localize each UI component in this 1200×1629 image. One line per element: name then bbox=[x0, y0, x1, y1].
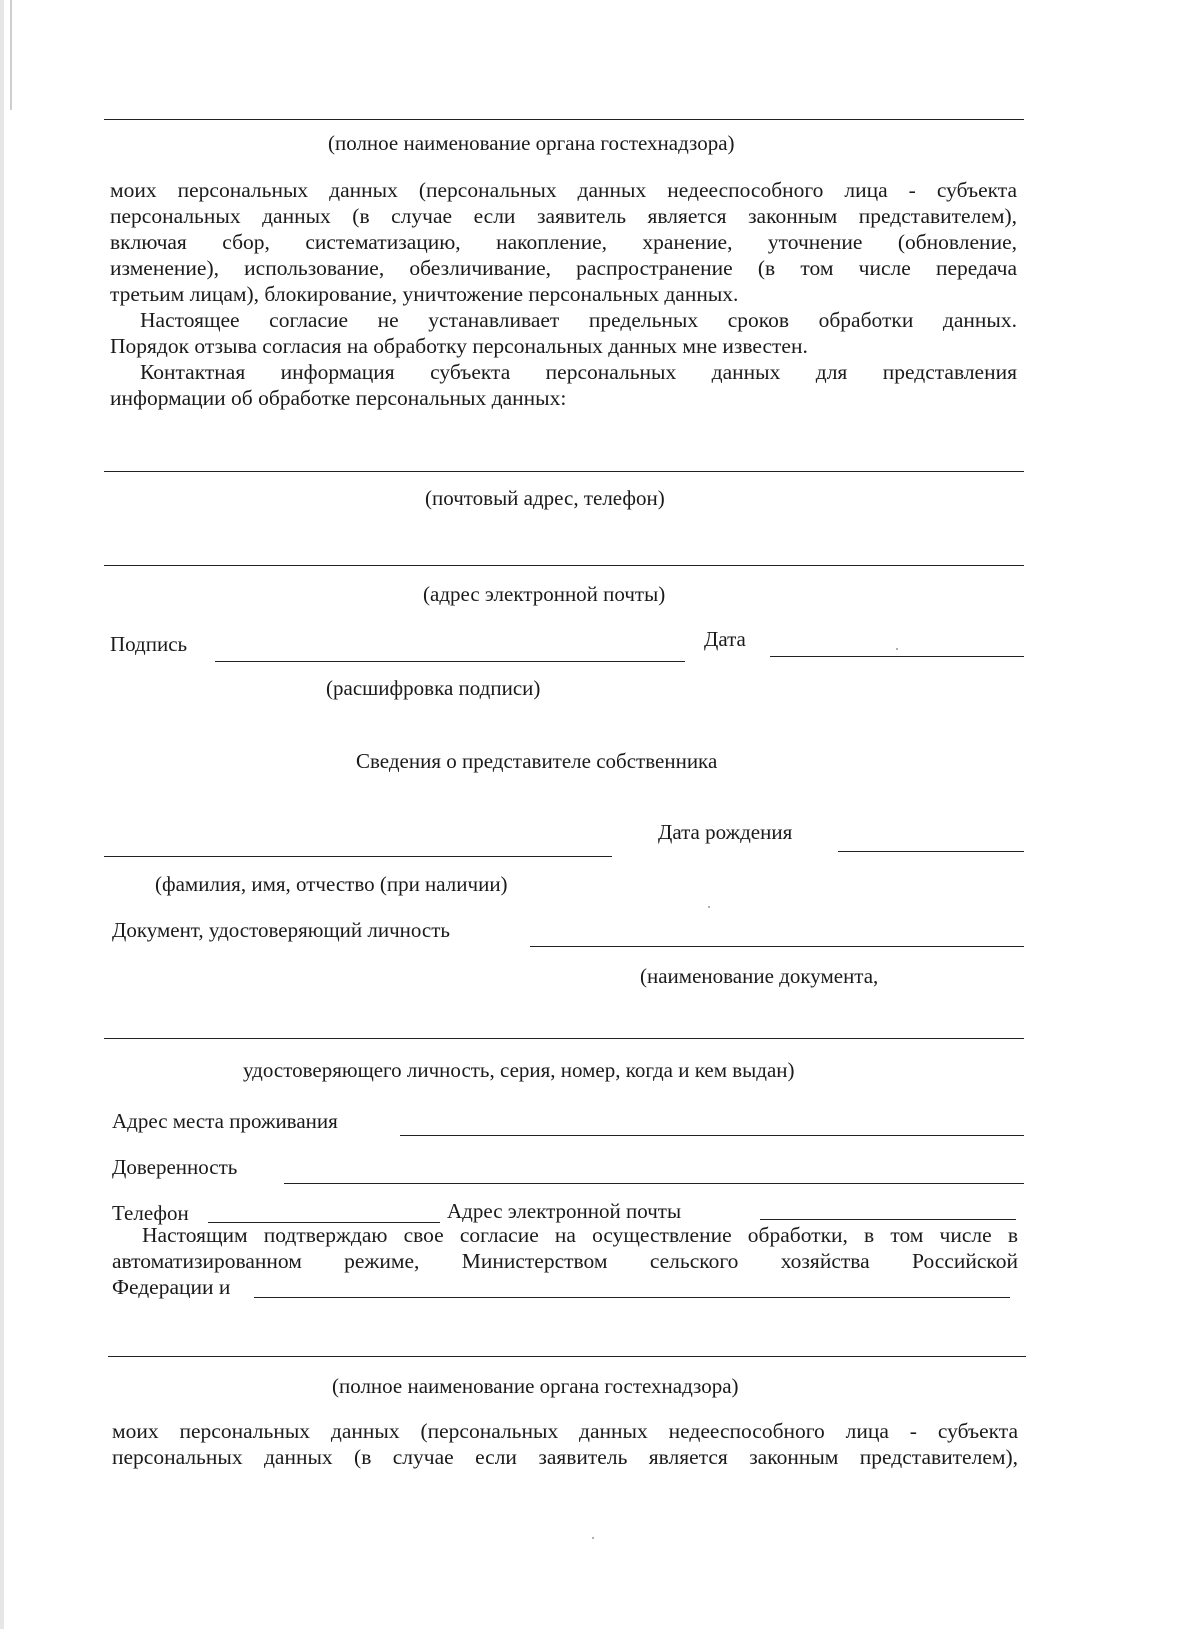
representative-heading: Сведения о представителе собственника bbox=[356, 749, 718, 773]
document-details-line[interactable] bbox=[104, 1038, 1024, 1039]
consent-line: персональных данных (в случае если заявитель является законным представителем), bbox=[110, 204, 1017, 228]
power-of-attorney-line[interactable] bbox=[284, 1183, 1024, 1184]
signature-decoding-caption: (расшифровка подписи) bbox=[326, 676, 541, 700]
term-line: Порядок отзыва согласия на обработку персональных данных мне известен. bbox=[110, 334, 808, 358]
fio-caption: (фамилия, имя, отчество (при наличии) bbox=[155, 872, 508, 896]
consent-line: персональных данных (в случае если заявитель является законным представителем), bbox=[112, 1445, 1018, 1469]
contact-line: информации об обработке персональных данных: bbox=[110, 386, 567, 410]
agreement-line: Федерации и bbox=[112, 1275, 231, 1299]
agreement-line: автоматизированном режиме, Министерством сельского хозяйства Российской bbox=[112, 1249, 1018, 1273]
signature-label: Подпись bbox=[110, 632, 188, 656]
residence-address-line[interactable] bbox=[400, 1135, 1024, 1136]
term-line: Настоящее согласие не устанавливает предельных сроков обработки данных. bbox=[140, 308, 1017, 332]
scan-speck bbox=[592, 1537, 594, 1539]
authority-name-line bbox=[104, 119, 1024, 120]
agreement-line: Настоящим подтверждаю свое согласие на осуществление обработки, в том числе в bbox=[142, 1223, 1018, 1247]
fio-line[interactable] bbox=[104, 856, 612, 857]
postal-address-caption: (почтовый адрес, телефон) bbox=[425, 486, 665, 510]
document-name-caption: (наименование документа, bbox=[640, 964, 879, 988]
consent-line: изменение), использование, обезличивание, распространение (в том числе передача bbox=[110, 256, 1017, 280]
email-label: Адрес электронной почты bbox=[447, 1199, 682, 1223]
email-line[interactable] bbox=[760, 1219, 1016, 1220]
authority-name-line-2[interactable] bbox=[108, 1356, 1026, 1357]
scan-speck bbox=[896, 648, 898, 650]
phone-label: Телефон bbox=[112, 1201, 189, 1225]
consent-line: третьим лицам), блокирование, уничтожение персональных данных. bbox=[110, 282, 739, 306]
signature-line[interactable] bbox=[215, 661, 685, 662]
consent-line: включая сбор, систематизацию, накопление, хранение, уточнение (обновление, bbox=[110, 230, 1017, 254]
date-line[interactable] bbox=[770, 656, 1024, 657]
consent-paragraph-2 bbox=[112, 1418, 1018, 1470]
document-details-caption: удостоверяющего личность, серия, номер, когда и кем выдан) bbox=[243, 1058, 795, 1082]
power-of-attorney-label: Доверенность bbox=[112, 1155, 238, 1179]
email-address-line[interactable] bbox=[104, 565, 1024, 566]
contact-line: Контактная информация субъекта персональных данных для представления bbox=[140, 360, 1017, 384]
residence-address-label: Адрес места проживания bbox=[112, 1109, 338, 1133]
identity-document-line[interactable] bbox=[530, 946, 1024, 947]
identity-document-label: Документ, удостоверяющий личность bbox=[112, 918, 450, 942]
authority-name-caption-2: (полное наименование органа гостехнадзора) bbox=[332, 1374, 739, 1398]
scan-mark bbox=[10, 0, 12, 110]
birth-date-label: Дата рождения bbox=[658, 820, 793, 844]
agreement-paragraph bbox=[112, 1222, 1018, 1300]
postal-address-line[interactable] bbox=[104, 471, 1024, 472]
birth-date-line[interactable] bbox=[838, 851, 1024, 852]
consent-line: моих персональных данных (персональных данных недееспособного лица - субъекта bbox=[110, 178, 1017, 202]
consent-paragraph bbox=[110, 177, 1017, 411]
date-label: Дата bbox=[704, 627, 746, 651]
email-address-caption: (адрес электронной почты) bbox=[423, 582, 666, 606]
authority-name-caption: (полное наименование органа гостехнадзора) bbox=[328, 131, 735, 155]
operator-name-line[interactable] bbox=[254, 1297, 1010, 1298]
consent-line: моих персональных данных (персональных данных недееспособного лица - субъекта bbox=[112, 1419, 1018, 1443]
scan-speck bbox=[708, 906, 710, 908]
scan-edge bbox=[0, 0, 4, 1629]
